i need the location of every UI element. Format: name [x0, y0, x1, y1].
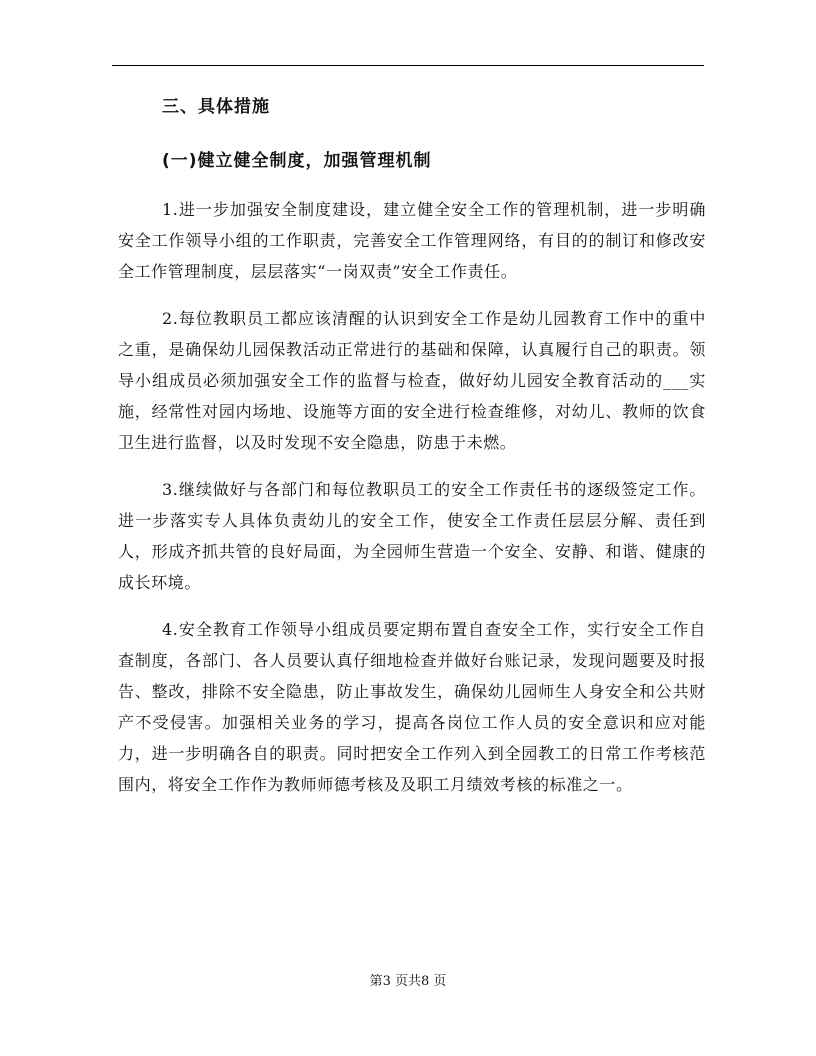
subheading: (一)健立健全制度，加强管理机制: [162, 151, 432, 171]
document-body: [118, 88, 706, 800]
paragraph-2: 2.每位教职员工都应该清醒的认识到安全工作是幼儿园教育工作中的重中之重，是确保幼儿园保教活动正常进行的基础和保障，认真履行自己的职责。领导小组成员必须加强安全工作的监督与检查，做好幼儿园安全教育活动的___实施，经常性对园内场地、设施等方面的安全进行检查维修，对幼儿、教师的饮食卫生进行监督，以及时发现不安全隐患，防患于未燃。: [118, 309, 706, 452]
paragraph-3: 3.继续做好与各部门和每位教职员工的安全工作责任书的逐级签定工作。进一步落实专人具体负责幼儿的安全工作，使安全工作责任层层分解、责任到人，形成齐抓共管的良好局面，为全园师生营造一个安全、安静、和谐、健康的成长环境。: [118, 480, 706, 592]
paragraph-1: 1.进一步加强安全制度建设，建立健全安全工作的管理机制，进一步明确安全工作领导小组的工作职责，完善安全工作管理网络，有目的的制订和修改安全工作管理制度，层层落实“一岗双责”安全工作责任。: [118, 200, 706, 281]
header-divider: [112, 65, 704, 66]
paragraph-4: 4.安全教育工作领导小组成员要定期布置自查安全工作，实行安全工作自查制度，各部门、各人员要认真仔细地检查并做好台账记录，发现问题要及时报告、整改，排除不安全隐患，防止事故发生，确保幼儿园师生人身安全和公共财产不受侵害。加强相关业务的学习，提高各岗位工作人员的安全意识和应对能力，进一步明确各自的职责。同时把安全工作列入到全园教工的日常工作考核范围内，将安全工作作为教师师德考核及及职工月绩效考核的标准之一。: [118, 620, 706, 794]
section-heading: 三、具体措施: [162, 97, 270, 117]
page-number: 第3 页共8 页: [369, 974, 447, 989]
